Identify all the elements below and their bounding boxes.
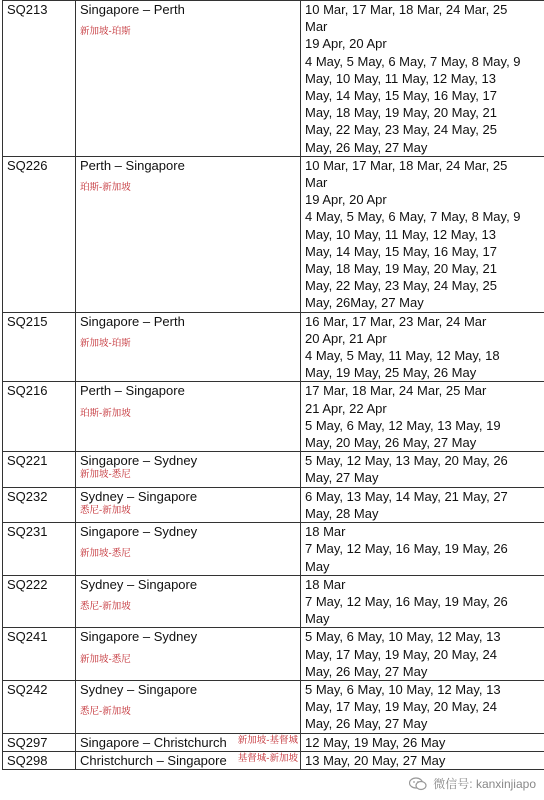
route-chinese: 新加坡-悉尼 [80, 653, 131, 665]
route-chinese: 新加坡-珀斯 [80, 337, 131, 349]
route-chinese: 悉尼-新加坡 [80, 600, 131, 612]
dates-cell [301, 575, 544, 628]
table-row [3, 751, 544, 769]
route-chinese: 新加坡-悉尼 [80, 548, 131, 560]
date-line: May, 10 May, 11 May, 12 May, 13 [305, 226, 496, 242]
route-english: Sydney – Singapore [80, 576, 198, 592]
date-line: May, 20 May, 26 May, 27 May [305, 435, 477, 451]
dates-cell [301, 156, 544, 312]
dates-cell [301, 628, 544, 681]
flight-code: SQ216 [3, 382, 76, 452]
date-line: 4 May, 5 May, 6 May, 7 May, 8 May, 9 [305, 53, 521, 69]
route-chinese: 基督城-新加坡 [237, 752, 298, 764]
date-line: May, 14 May, 15 May, 16 May, 17 [305, 88, 497, 104]
date-line: 10 Mar, 17 Mar, 18 Mar, 24 Mar, 25 [305, 157, 508, 173]
flight-code: SQ222 [3, 575, 76, 628]
route-cell [76, 452, 301, 487]
route-english: Perth – Singapore [80, 383, 185, 399]
date-line: 19 Apr, 20 Apr [305, 36, 387, 52]
table-row [3, 1, 544, 157]
table-row [3, 452, 544, 487]
date-line: 12 May, 19 May, 26 May [305, 734, 446, 750]
table-row [3, 523, 544, 576]
date-line: 19 Apr, 20 Apr [305, 192, 387, 208]
watermark [409, 775, 536, 792]
route-chinese: 新加坡-悉尼 [80, 469, 131, 481]
date-line: May, 22 May, 23 May, 24 May, 25 [305, 122, 497, 138]
date-line: 10 Mar, 17 Mar, 18 Mar, 24 Mar, 25 [305, 2, 508, 17]
dates-cell [301, 733, 544, 751]
route-english: Sydney – Singapore [80, 488, 198, 504]
flight-code: SQ242 [3, 680, 76, 733]
route-english: Singapore – Perth [80, 313, 185, 329]
flight-code: SQ297 [3, 733, 76, 751]
date-line: May, 14 May, 15 May, 16 May, 17 [305, 243, 497, 259]
date-line: 5 May, 6 May, 12 May, 13 May, 19 [305, 417, 501, 433]
date-line: 21 Apr, 22 Apr [305, 400, 387, 416]
dates-cell [301, 452, 544, 487]
route-cell [76, 1, 301, 157]
date-line: May, 26 May, 27 May [305, 139, 428, 155]
date-line: 20 Apr, 21 Apr [305, 330, 387, 346]
table-row [3, 382, 544, 452]
route-chinese: 悉尼-新加坡 [80, 504, 131, 516]
route-cell [76, 523, 301, 576]
date-line: 5 May, 6 May, 10 May, 12 May, 13 [305, 681, 501, 697]
date-line: May, 18 May, 19 May, 20 May, 21 [305, 105, 497, 121]
date-line: May, 17 May, 19 May, 20 May, 24 [305, 646, 497, 662]
date-line: Mar [305, 175, 328, 191]
date-line: 5 May, 6 May, 10 May, 12 May, 13 [305, 629, 501, 645]
route-cell [76, 312, 301, 382]
dates-cell [301, 1, 544, 157]
dates-cell [301, 312, 544, 382]
table-row [3, 487, 544, 522]
date-line: Mar [305, 19, 328, 35]
date-line: 5 May, 12 May, 13 May, 20 May, 26 [305, 453, 508, 469]
date-line: 16 Mar, 17 Mar, 23 Mar, 24 Mar [305, 313, 487, 329]
flight-code: SQ215 [3, 312, 76, 382]
date-line: May, 26 May, 27 May [305, 663, 428, 679]
route-english: Singapore – Christchurch [80, 734, 227, 750]
route-chinese: 珀斯-新加坡 [80, 407, 131, 419]
route-chinese: 珀斯-新加坡 [80, 182, 131, 194]
table-row [3, 733, 544, 751]
route-cell [76, 680, 301, 733]
flight-code: SQ221 [3, 452, 76, 487]
route-cell [76, 156, 301, 312]
wechat-icon [409, 777, 427, 791]
route-cell [76, 487, 301, 522]
route-english: Singapore – Sydney [80, 524, 198, 540]
table-row [3, 312, 544, 382]
flight-code: SQ298 [3, 751, 76, 769]
dates-cell [301, 487, 544, 522]
route-cell [76, 751, 301, 769]
date-line: 7 May, 12 May, 16 May, 19 May, 26 [305, 541, 508, 557]
table-row [3, 680, 544, 733]
dates-cell [301, 382, 544, 452]
date-line: 4 May, 5 May, 6 May, 7 May, 8 May, 9 [305, 209, 521, 225]
dates-cell [301, 751, 544, 769]
route-chinese: 新加坡-珀斯 [80, 26, 131, 38]
date-line: May, 18 May, 19 May, 20 May, 21 [305, 261, 497, 277]
route-english: Singapore – Sydney [80, 453, 198, 469]
route-english: Singapore – Perth [80, 2, 185, 17]
date-line: 7 May, 12 May, 16 May, 19 May, 26 [305, 593, 508, 609]
table-row [3, 628, 544, 681]
date-line: May, 22 May, 23 May, 24 May, 25 [305, 278, 497, 294]
dates-cell [301, 680, 544, 733]
date-line: 6 May, 13 May, 14 May, 21 May, 27 [305, 488, 508, 504]
watermark-text: 微信号: kanxinjiapo [433, 777, 536, 791]
date-line: May, 17 May, 19 May, 20 May, 24 [305, 699, 497, 715]
date-line: 18 Mar [305, 576, 346, 592]
dates-cell [301, 523, 544, 576]
flight-code: SQ213 [3, 1, 76, 157]
date-line: May, 26 May, 27 May [305, 716, 428, 732]
date-line: May, 10 May, 11 May, 12 May, 13 [305, 70, 496, 86]
table-row [3, 575, 544, 628]
route-cell [76, 733, 301, 751]
route-english: Singapore – Sydney [80, 629, 198, 645]
route-cell [76, 575, 301, 628]
flight-code: SQ241 [3, 628, 76, 681]
flight-code: SQ232 [3, 487, 76, 522]
date-line: May, 28 May [305, 505, 379, 521]
flight-code: SQ231 [3, 523, 76, 576]
route-english: Sydney – Singapore [80, 681, 198, 697]
flight-schedule-table [2, 0, 544, 770]
date-line: 13 May, 20 May, 27 May [305, 752, 446, 768]
date-line: May, 19 May, 25 May, 26 May [305, 365, 477, 381]
route-english: Christchurch – Singapore [80, 752, 227, 768]
date-line: 17 Mar, 18 Mar, 24 Mar, 25 Mar [305, 383, 487, 399]
flight-code: SQ226 [3, 156, 76, 312]
date-line: May [305, 611, 330, 627]
route-chinese: 悉尼-新加坡 [80, 706, 131, 718]
date-line: May, 27 May [305, 470, 379, 486]
date-line: 4 May, 5 May, 11 May, 12 May, 18 [305, 348, 500, 364]
table-row [3, 156, 544, 312]
route-chinese: 新加坡-基督城 [237, 734, 298, 746]
route-cell [76, 628, 301, 681]
date-line: May, 26May, 27 May [305, 295, 424, 311]
route-cell [76, 382, 301, 452]
date-line: 18 Mar [305, 524, 346, 540]
date-line: May [305, 558, 330, 574]
route-english: Perth – Singapore [80, 157, 185, 173]
